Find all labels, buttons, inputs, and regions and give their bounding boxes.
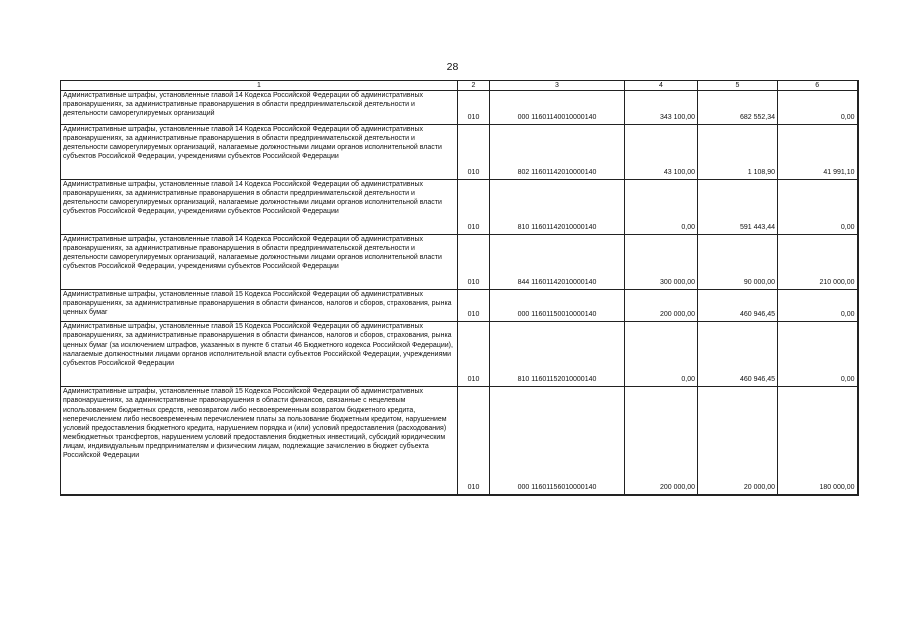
row-description: Административные штрафы, установленные главой 14 Кодекса Российской Федерации об административных правонарушениях, за административные правонарушения в области предпринимательской деятельности и деятельности саморегулируемых организаций, налагаемые должностными лицами органов исполнительной власти субъектов Российской Федерации, учреждениями субъектов Российской Федерации [61, 180, 458, 235]
table-row [61, 235, 858, 290]
table-row [61, 322, 858, 387]
row-description: Административные штрафы, установленные главой 14 Кодекса Российской Федерации об административных правонарушениях, за административные правонарушения в области предпринимательской деятельности и деятельности саморегулируемых организаций [61, 91, 458, 125]
row-value-5: 90 000,00 [698, 235, 778, 290]
row-value-5: 20 000,00 [698, 387, 778, 495]
row-line-code: 010 [458, 322, 490, 387]
row-budget-code: 000 11601150010000140 [490, 290, 625, 322]
row-budget-code: 802 11601142010000140 [490, 125, 625, 180]
row-value-6: 0,00 [778, 290, 858, 322]
row-value-6: 0,00 [778, 91, 858, 125]
page-number: 28 [446, 61, 459, 73]
row-budget-code: 844 11601142010000140 [490, 235, 625, 290]
table-row [61, 180, 858, 235]
report-table [60, 80, 859, 496]
row-line-code: 010 [458, 235, 490, 290]
row-value-6: 180 000,00 [778, 387, 858, 495]
row-description: Административные штрафы, установленные главой 15 Кодекса Российской Федерации об административных правонарушениях, за административные правонарушения в области финансов, связанные с нецелевым использованием бюджетных средств, невозвратом либо несвоевременным возвратом бюджетного кредита, неперечислением либо несвоевременным перечислением платы за пользование бюджетным кредитом, нарушением условий предоставления бюджетного кредита, нарушением порядка и (или) условий предоставления (расходования) межбюджетных трансфертов, нарушением условий предоставления бюджетных инвестиций, субсидий юридическим лицам, индивидуальным предпринимателям и физическим лицам, подлежащие зачислению в бюджет субъекта Российской Федерации [61, 387, 458, 495]
row-description: Административные штрафы, установленные главой 14 Кодекса Российской Федерации об административных правонарушениях, за административные правонарушения в области предпринимательской деятельности и деятельности саморегулируемых организаций, налагаемые должностными лицами органов исполнительной власти субъектов Российской Федерации, учреждениями субъектов Российской Федерации [61, 125, 458, 180]
row-budget-code: 810 11601142010000140 [490, 180, 625, 235]
row-value-6: 210 000,00 [778, 235, 858, 290]
row-value-4: 200 000,00 [625, 387, 698, 495]
row-line-code: 010 [458, 91, 490, 125]
row-budget-code: 000 11601140010000140 [490, 91, 625, 125]
column-number-row [61, 81, 858, 91]
row-value-5: 682 552,34 [698, 91, 778, 125]
row-value-4: 0,00 [625, 322, 698, 387]
row-value-6: 0,00 [778, 322, 858, 387]
row-line-code: 010 [458, 387, 490, 495]
column-header-4: 4 [625, 81, 698, 91]
row-value-4: 43 100,00 [625, 125, 698, 180]
table-row [61, 290, 858, 322]
row-budget-code: 810 11601152010000140 [490, 322, 625, 387]
column-header-5: 5 [698, 81, 778, 91]
row-value-5: 460 946,45 [698, 322, 778, 387]
row-value-4: 300 000,00 [625, 235, 698, 290]
row-value-5: 1 108,90 [698, 125, 778, 180]
row-line-code: 010 [458, 125, 490, 180]
row-budget-code: 000 11601156010000140 [490, 387, 625, 495]
column-header-1: 1 [61, 81, 458, 91]
row-description: Административные штрафы, установленные главой 14 Кодекса Российской Федерации об административных правонарушениях, за административные правонарушения в области предпринимательской деятельности и деятельности саморегулируемых организаций, налагаемые должностными лицами органов исполнительной власти субъектов Российской Федерации, учреждениями субъектов Российской Федерации [61, 235, 458, 290]
table-row [61, 91, 858, 125]
table-row [61, 387, 858, 495]
row-line-code: 010 [458, 290, 490, 322]
row-value-6: 41 991,10 [778, 125, 858, 180]
table-row [61, 125, 858, 180]
row-value-4: 0,00 [625, 180, 698, 235]
row-value-4: 200 000,00 [625, 290, 698, 322]
row-value-5: 460 946,45 [698, 290, 778, 322]
row-value-6: 0,00 [778, 180, 858, 235]
row-description: Административные штрафы, установленные главой 15 Кодекса Российской Федерации об административных правонарушениях, за административные правонарушения в области финансов, налогов и сборов, страхования, рынка ценных бумаг [61, 290, 458, 322]
column-header-3: 3 [490, 81, 625, 91]
row-line-code: 010 [458, 180, 490, 235]
row-description: Административные штрафы, установленные главой 15 Кодекса Российской Федерации об административных правонарушениях, за административные правонарушения в области финансов, налогов и сборов, страхования, рынка ценных бумаг (за исключением штрафов, указанных в пункте 6 статьи 46 Бюджетного кодекса Российской Федерации), налагаемые должностными лицами органов исполнительной власти субъектов Российской Федерации, учреждениями субъектов Российской Федерации [61, 322, 458, 387]
row-value-5: 591 443,44 [698, 180, 778, 235]
column-header-2: 2 [458, 81, 490, 91]
row-value-4: 343 100,00 [625, 91, 698, 125]
column-header-6: 6 [778, 81, 858, 91]
